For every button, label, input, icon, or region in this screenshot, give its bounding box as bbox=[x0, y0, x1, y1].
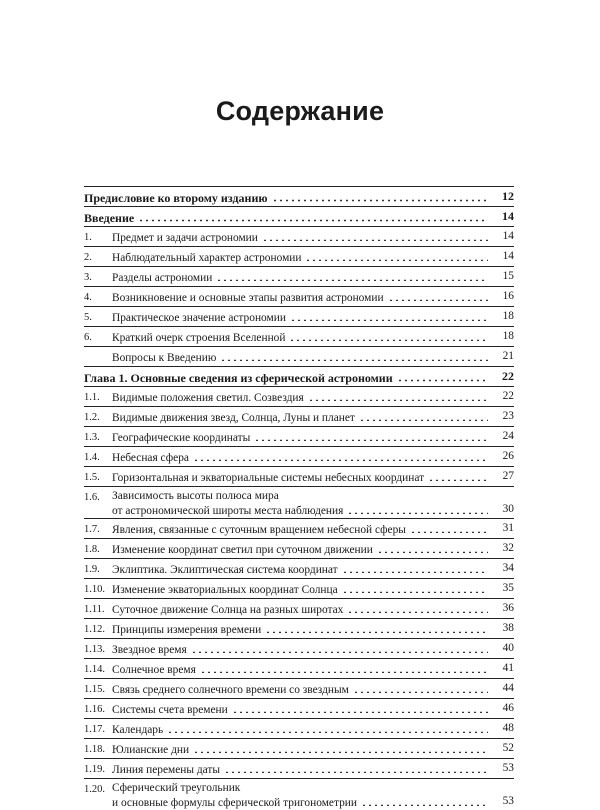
entry-page-number: 12 bbox=[502, 189, 514, 203]
entry-page-number: 52 bbox=[502, 742, 514, 754]
entry-title: Видимые положения светил. Созвездия bbox=[112, 392, 304, 405]
entry-number: 1.6. bbox=[84, 492, 100, 503]
toc-entry[interactable] bbox=[84, 347, 514, 366]
entry-number: 2. bbox=[84, 252, 92, 263]
entry-page-number: 44 bbox=[502, 682, 514, 694]
entry-title: Горизонтальная и экваториальные системы небесных координат bbox=[112, 472, 425, 485]
table-of-contents bbox=[84, 186, 514, 810]
entry-page-number: 18 bbox=[502, 330, 514, 342]
entry-number: 1.18. bbox=[84, 744, 105, 755]
entry-title: Зависимость высоты полюса мира bbox=[112, 490, 279, 502]
toc-entry[interactable] bbox=[84, 367, 514, 386]
entry-number: 4. bbox=[84, 292, 92, 303]
entry-page-number: 36 bbox=[502, 602, 514, 614]
entry-number: 1.5. bbox=[84, 472, 100, 483]
entry-title: Звездное время bbox=[112, 644, 187, 657]
dot-leader bbox=[193, 742, 488, 753]
toc-entry[interactable] bbox=[84, 539, 514, 558]
entry-title: Изменение экваториальных координат Солнца bbox=[112, 584, 338, 597]
dot-leader bbox=[308, 390, 488, 401]
toc-entry[interactable] bbox=[84, 487, 514, 518]
dot-leader bbox=[410, 522, 488, 533]
dot-leader bbox=[224, 762, 488, 773]
entry-page-number: 38 bbox=[502, 622, 514, 634]
entry-number: 1.1. bbox=[84, 392, 100, 403]
entry-number: 5. bbox=[84, 312, 92, 323]
entry-title: Видимые движения звезд, Солнца, Луны и планет bbox=[112, 412, 355, 425]
toc-entry[interactable] bbox=[84, 739, 514, 758]
entry-page-number: 14 bbox=[502, 209, 514, 223]
toc-entry[interactable] bbox=[84, 659, 514, 678]
entry-number: 1.19. bbox=[84, 764, 105, 775]
entry-title: Краткий очерк строения Вселенной bbox=[112, 332, 286, 345]
entry-title: Линия перемены даты bbox=[112, 764, 221, 777]
entry-title: Эклиптика. Эклиптическая система координат bbox=[112, 564, 338, 577]
toc-entry[interactable] bbox=[84, 639, 514, 658]
toc-entry[interactable] bbox=[84, 779, 514, 810]
entry-title: Календарь bbox=[112, 724, 164, 737]
entry-page-number: 22 bbox=[502, 390, 514, 402]
entry-number: 1.7. bbox=[84, 524, 100, 535]
entry-title-continued: от астрономической широты места наблюдения bbox=[112, 505, 344, 518]
dot-leader bbox=[342, 562, 488, 573]
entry-number: 1.8. bbox=[84, 544, 100, 555]
entry-number: 1.15. bbox=[84, 684, 105, 695]
entry-page-number: 22 bbox=[502, 369, 514, 383]
dot-leader bbox=[191, 642, 488, 653]
dot-leader bbox=[193, 450, 488, 461]
entry-page-number: 30 bbox=[502, 503, 514, 515]
entry-title: Предисловие ко второму изданию bbox=[84, 191, 268, 205]
entry-page-number: 23 bbox=[502, 410, 514, 422]
entry-number: 1.14. bbox=[84, 664, 105, 675]
entry-page-number: 53 bbox=[502, 762, 514, 774]
entry-title: Наблюдательный характер астрономии bbox=[112, 252, 302, 265]
toc-entry[interactable] bbox=[84, 207, 514, 226]
toc-entry[interactable] bbox=[84, 467, 514, 486]
entry-title: Практическое значение астрономии bbox=[112, 312, 286, 325]
entry-title: Изменение координат светил при суточном движении bbox=[112, 544, 373, 557]
entry-number: 1.16. bbox=[84, 704, 105, 715]
toc-entry[interactable] bbox=[84, 267, 514, 286]
entry-title: Явления, связанные с суточным вращением небесной сферы bbox=[112, 524, 406, 537]
entry-page-number: 40 bbox=[502, 642, 514, 654]
entry-page-number: 14 bbox=[502, 250, 514, 262]
entry-number: 1.2. bbox=[84, 412, 100, 423]
toc-entry[interactable] bbox=[84, 187, 514, 206]
entry-number: 1.11. bbox=[84, 604, 105, 615]
dot-leader bbox=[220, 350, 488, 361]
entry-title: Принципы измерения времени bbox=[112, 624, 262, 637]
toc-entry[interactable] bbox=[84, 559, 514, 578]
entry-page-number: 27 bbox=[502, 470, 514, 482]
entry-title: Глава 1. Основные сведения из сферической астрономии bbox=[84, 371, 393, 385]
entry-title: Суточное движение Солнца на разных широтах bbox=[112, 604, 344, 617]
entry-page-number: 15 bbox=[502, 270, 514, 282]
entry-number: 1.13. bbox=[84, 644, 105, 655]
toc-entry[interactable] bbox=[84, 719, 514, 738]
toc-entry[interactable] bbox=[84, 307, 514, 326]
entry-title: Системы счета времени bbox=[112, 704, 228, 717]
entry-page-number: 24 bbox=[502, 430, 514, 442]
toc-entry[interactable] bbox=[84, 447, 514, 466]
dot-leader bbox=[254, 430, 488, 441]
toc-entry[interactable] bbox=[84, 759, 514, 778]
entry-title: Географические координаты bbox=[112, 432, 251, 445]
entry-number: 1.12. bbox=[84, 624, 105, 635]
toc-entry[interactable] bbox=[84, 427, 514, 446]
entry-page-number: 41 bbox=[502, 662, 514, 674]
entry-page-number: 48 bbox=[502, 722, 514, 734]
toc-entry[interactable] bbox=[84, 387, 514, 406]
dot-leader bbox=[361, 795, 488, 806]
entry-number: 1.3. bbox=[84, 432, 100, 443]
toc-entry[interactable] bbox=[84, 619, 514, 638]
dot-leader bbox=[289, 330, 488, 341]
page-title: Содержание bbox=[215, 96, 385, 126]
dot-leader bbox=[216, 270, 488, 281]
entry-page-number: 32 bbox=[502, 542, 514, 554]
dot-leader bbox=[167, 722, 488, 733]
toc-entry[interactable] bbox=[84, 327, 514, 346]
entry-title: Разделы астрономии bbox=[112, 272, 213, 285]
dot-leader bbox=[359, 410, 488, 421]
dot-leader bbox=[200, 662, 488, 673]
entry-page-number: 46 bbox=[502, 702, 514, 714]
toc-entry[interactable] bbox=[84, 579, 514, 598]
dot-leader bbox=[388, 290, 488, 301]
entry-page-number: 35 bbox=[502, 582, 514, 594]
entry-title: Возникновение и основные этапы развития астрономии bbox=[112, 292, 384, 305]
entry-title: Предмет и задачи астрономии bbox=[112, 232, 258, 245]
entry-title-continued: и основные формулы сферической тригонометрии bbox=[112, 797, 357, 810]
entry-title: Юлианские дни bbox=[112, 744, 190, 757]
entry-number: 1.10. bbox=[84, 584, 105, 595]
toc-entry[interactable] bbox=[84, 699, 514, 718]
toc-entry[interactable] bbox=[84, 247, 514, 266]
toc-entry[interactable] bbox=[84, 679, 514, 698]
entry-page-number: 16 bbox=[502, 290, 514, 302]
dot-leader bbox=[290, 310, 488, 321]
toc-entry[interactable] bbox=[84, 287, 514, 306]
dot-leader bbox=[265, 622, 488, 633]
entry-page-number: 14 bbox=[502, 230, 514, 242]
toc-entry[interactable] bbox=[84, 599, 514, 618]
entry-title: Связь среднего солнечного времени со звездным bbox=[112, 684, 349, 697]
dot-leader bbox=[138, 210, 488, 222]
entry-number: 1.20. bbox=[84, 784, 105, 795]
entry-page-number: 53 bbox=[502, 795, 514, 807]
dot-leader bbox=[428, 470, 488, 481]
entry-number: 1.17. bbox=[84, 724, 105, 735]
toc-entry[interactable] bbox=[84, 227, 514, 246]
entry-number: 1.4. bbox=[84, 452, 100, 463]
dot-leader bbox=[305, 250, 488, 261]
entry-page-number: 34 bbox=[502, 562, 514, 574]
dot-leader bbox=[232, 702, 488, 713]
toc-entry[interactable] bbox=[84, 407, 514, 426]
entry-page-number: 18 bbox=[502, 310, 514, 322]
entry-page-number: 26 bbox=[502, 450, 514, 462]
dot-leader bbox=[272, 190, 488, 202]
entry-title: Небесная сфера bbox=[112, 452, 189, 465]
toc-entry[interactable] bbox=[84, 519, 514, 538]
entry-page-number: 31 bbox=[502, 522, 514, 534]
entry-number: 6. bbox=[84, 332, 92, 343]
dot-leader bbox=[347, 602, 488, 613]
dot-leader bbox=[353, 682, 488, 693]
dot-leader bbox=[377, 542, 488, 553]
entry-title: Введение bbox=[84, 211, 135, 225]
dot-leader bbox=[342, 582, 488, 593]
entry-title: Солнечное время bbox=[112, 664, 196, 677]
dot-leader bbox=[397, 370, 488, 382]
entry-title: Сферический треугольник bbox=[112, 782, 241, 794]
entry-page-number: 21 bbox=[502, 350, 514, 362]
entry-number: 3. bbox=[84, 272, 92, 283]
entry-number: 1.9. bbox=[84, 564, 100, 575]
dot-leader bbox=[347, 503, 488, 514]
dot-leader bbox=[262, 230, 488, 241]
entry-number: 1. bbox=[84, 232, 92, 243]
entry-title: Вопросы к Введению bbox=[112, 352, 217, 365]
